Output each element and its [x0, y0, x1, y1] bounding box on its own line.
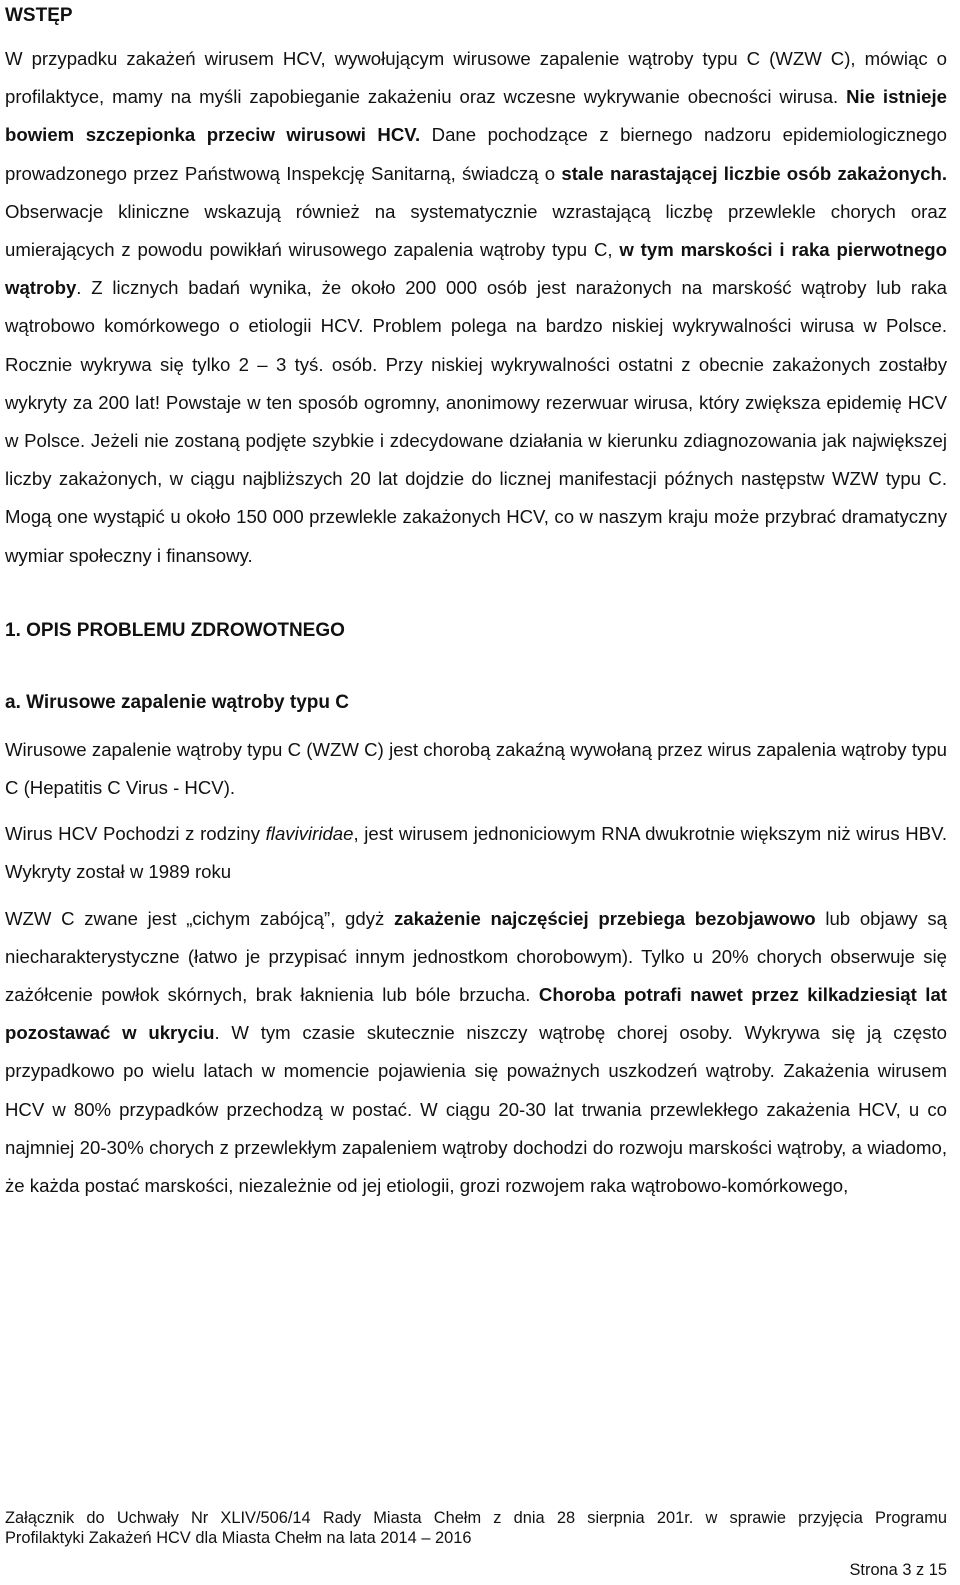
intro-bold-increasing: stale narastającej liczbie osób zakażonych. [561, 162, 947, 184]
intro-paragraph [5, 40, 947, 575]
document-page [5, 0, 947, 1205]
intro-text-4: . Z licznych badań wynika, że około 200 000 osób jest narażonych na marskość wątroby lub raka wątrobowo komórkowego o etiologii HCV. Problem polega na bardzo niskiej wykrywalności wirusa w Polsce. Rocznie wykrywa się tylko 2 – 3 tyś. osób. Przy niskiej wykrywalności ostatni z obecnie zakażonych zostałby wykryty za 200 lat! Powstaje w ten sposób ogromny, anonimowy rezerwuar wirusa, który zwiększa epidemię HCV w Polsce. Jeżeli nie zostaną podjęte szybkie i zdecydowane działania w kierunku zdiagnozowania jak największej liczby zakażonych, w ciągu najbliższych 20 lat dojdzie do licznej manifestacji późnych następstw WZW typu C. Mogą one wystąpić u około 150 000 przewlekle zakażonych HCV, co w naszym kraju może przybrać dramatyczny wymiar społeczny i finansowy. [5, 277, 947, 566]
intro-bold-no-vaccine: Nie istnieje bowiem szczepionka przeciw wirusowi HCV. [5, 86, 947, 146]
section-title-wstep: WSTĘP [5, 5, 73, 26]
intro-bold-cirrhosis: w tym marskości i raka pierwotnego wątroby [5, 239, 947, 299]
intro-text-1: W przypadku zakażeń wirusem HCV, wywołującym wirusowe zapalenie wątroby typu C (WZW C), mówiąc o profilaktyce, mamy na myśli zapobieganie zakażeniu oraz wczesne wykrywanie obecności wirusa. [5, 48, 947, 108]
section-heading-problem: 1. OPIS PROBLEMU ZDROWOTNEGO [5, 619, 345, 641]
silent-text-2: lub objawy są niecharakterystyczne (łatwo je przypisać innym jednostkom chorobowym). Tylko u 20% chorych obserwuje się zażółcenie powłok skórnych, brak łaknienia lub bóle brzucha. [5, 907, 947, 1006]
page-footer [5, 1508, 947, 1548]
virus-text-2: , jest wirusem jednoniciowym RNA dwukrotnie większym niż wirus HBV. Wykryty został w 1989 roku [5, 823, 947, 883]
subsection-heading-hcv: a. Wirusowe zapalenie wątroby typu C [5, 691, 350, 713]
virus-text-1: Wirus HCV Pochodzi z rodziny [5, 823, 266, 845]
definition-paragraph: Wirusowe zapalenie wątroby typu C (WZW C) jest chorobą zakaźną wywołaną przez wirus zapalenia wątroby typu C (Hepatitis C Virus - HCV). [5, 738, 947, 799]
footer-line-1: Załącznik do Uchwały Nr XLIV/506/14 Rady Miasta Chełm z dnia 28 sierpnia 201r. w sprawie przyjęcia Programu [5, 1509, 947, 1527]
page-number: Strona 3 z 15 [849, 1561, 947, 1579]
silent-bold-asymptomatic: zakażenie najczęściej przebiega bezobjawowo [394, 907, 816, 929]
virus-paragraph [5, 815, 947, 891]
silent-text-3: . W tym czasie skutecznie niszczy wątrobę chorej osoby. Wykrywa się ją często przypadkowo po wielu latach w momencie pojawienia się poważnych uszkodzeń wątroby. Zakażenia wirusem HCV w 80% przypadków przechodzą w postać. W ciągu 20-30 lat trwania przewlekłego zakażenia HCV, u co najmniej 20-30% chorych z przewlekłym zapaleniem wątroby dochodzi do rozwoju marskości wątroby, a wiadomo, że każda postać marskości, niezależnie od jej etiologii, grozi rozwojem raka wątrobowo-komórkowego, [5, 1022, 947, 1197]
virus-family-italic: flaviviridae [265, 823, 354, 845]
silent-killer-paragraph [5, 900, 947, 1206]
intro-text-3: Obserwacje kliniczne wskazują również na systematycznie wzrastającą liczbę przewlekle chorych oraz umierających z powodu powikłań wirusowego zapalenia wątroby typu C, [5, 200, 947, 261]
silent-text-1: WZW C zwane jest „cichym zabójcą”, gdyż [5, 907, 394, 929]
footer-line-2: Profilaktyki Zakażeń HCV dla Miasta Chełm na lata 2014 – 2016 [5, 1529, 472, 1547]
silent-bold-hidden: Choroba potrafi nawet przez kilkadziesiąt lat pozostawać w ukryciu [5, 984, 948, 1044]
intro-text-2: Dane pochodzące z biernego nadzoru epidemiologicznego prowadzonego przez Państwową Inspekcję Sanitarną, świadczą o [5, 124, 947, 184]
